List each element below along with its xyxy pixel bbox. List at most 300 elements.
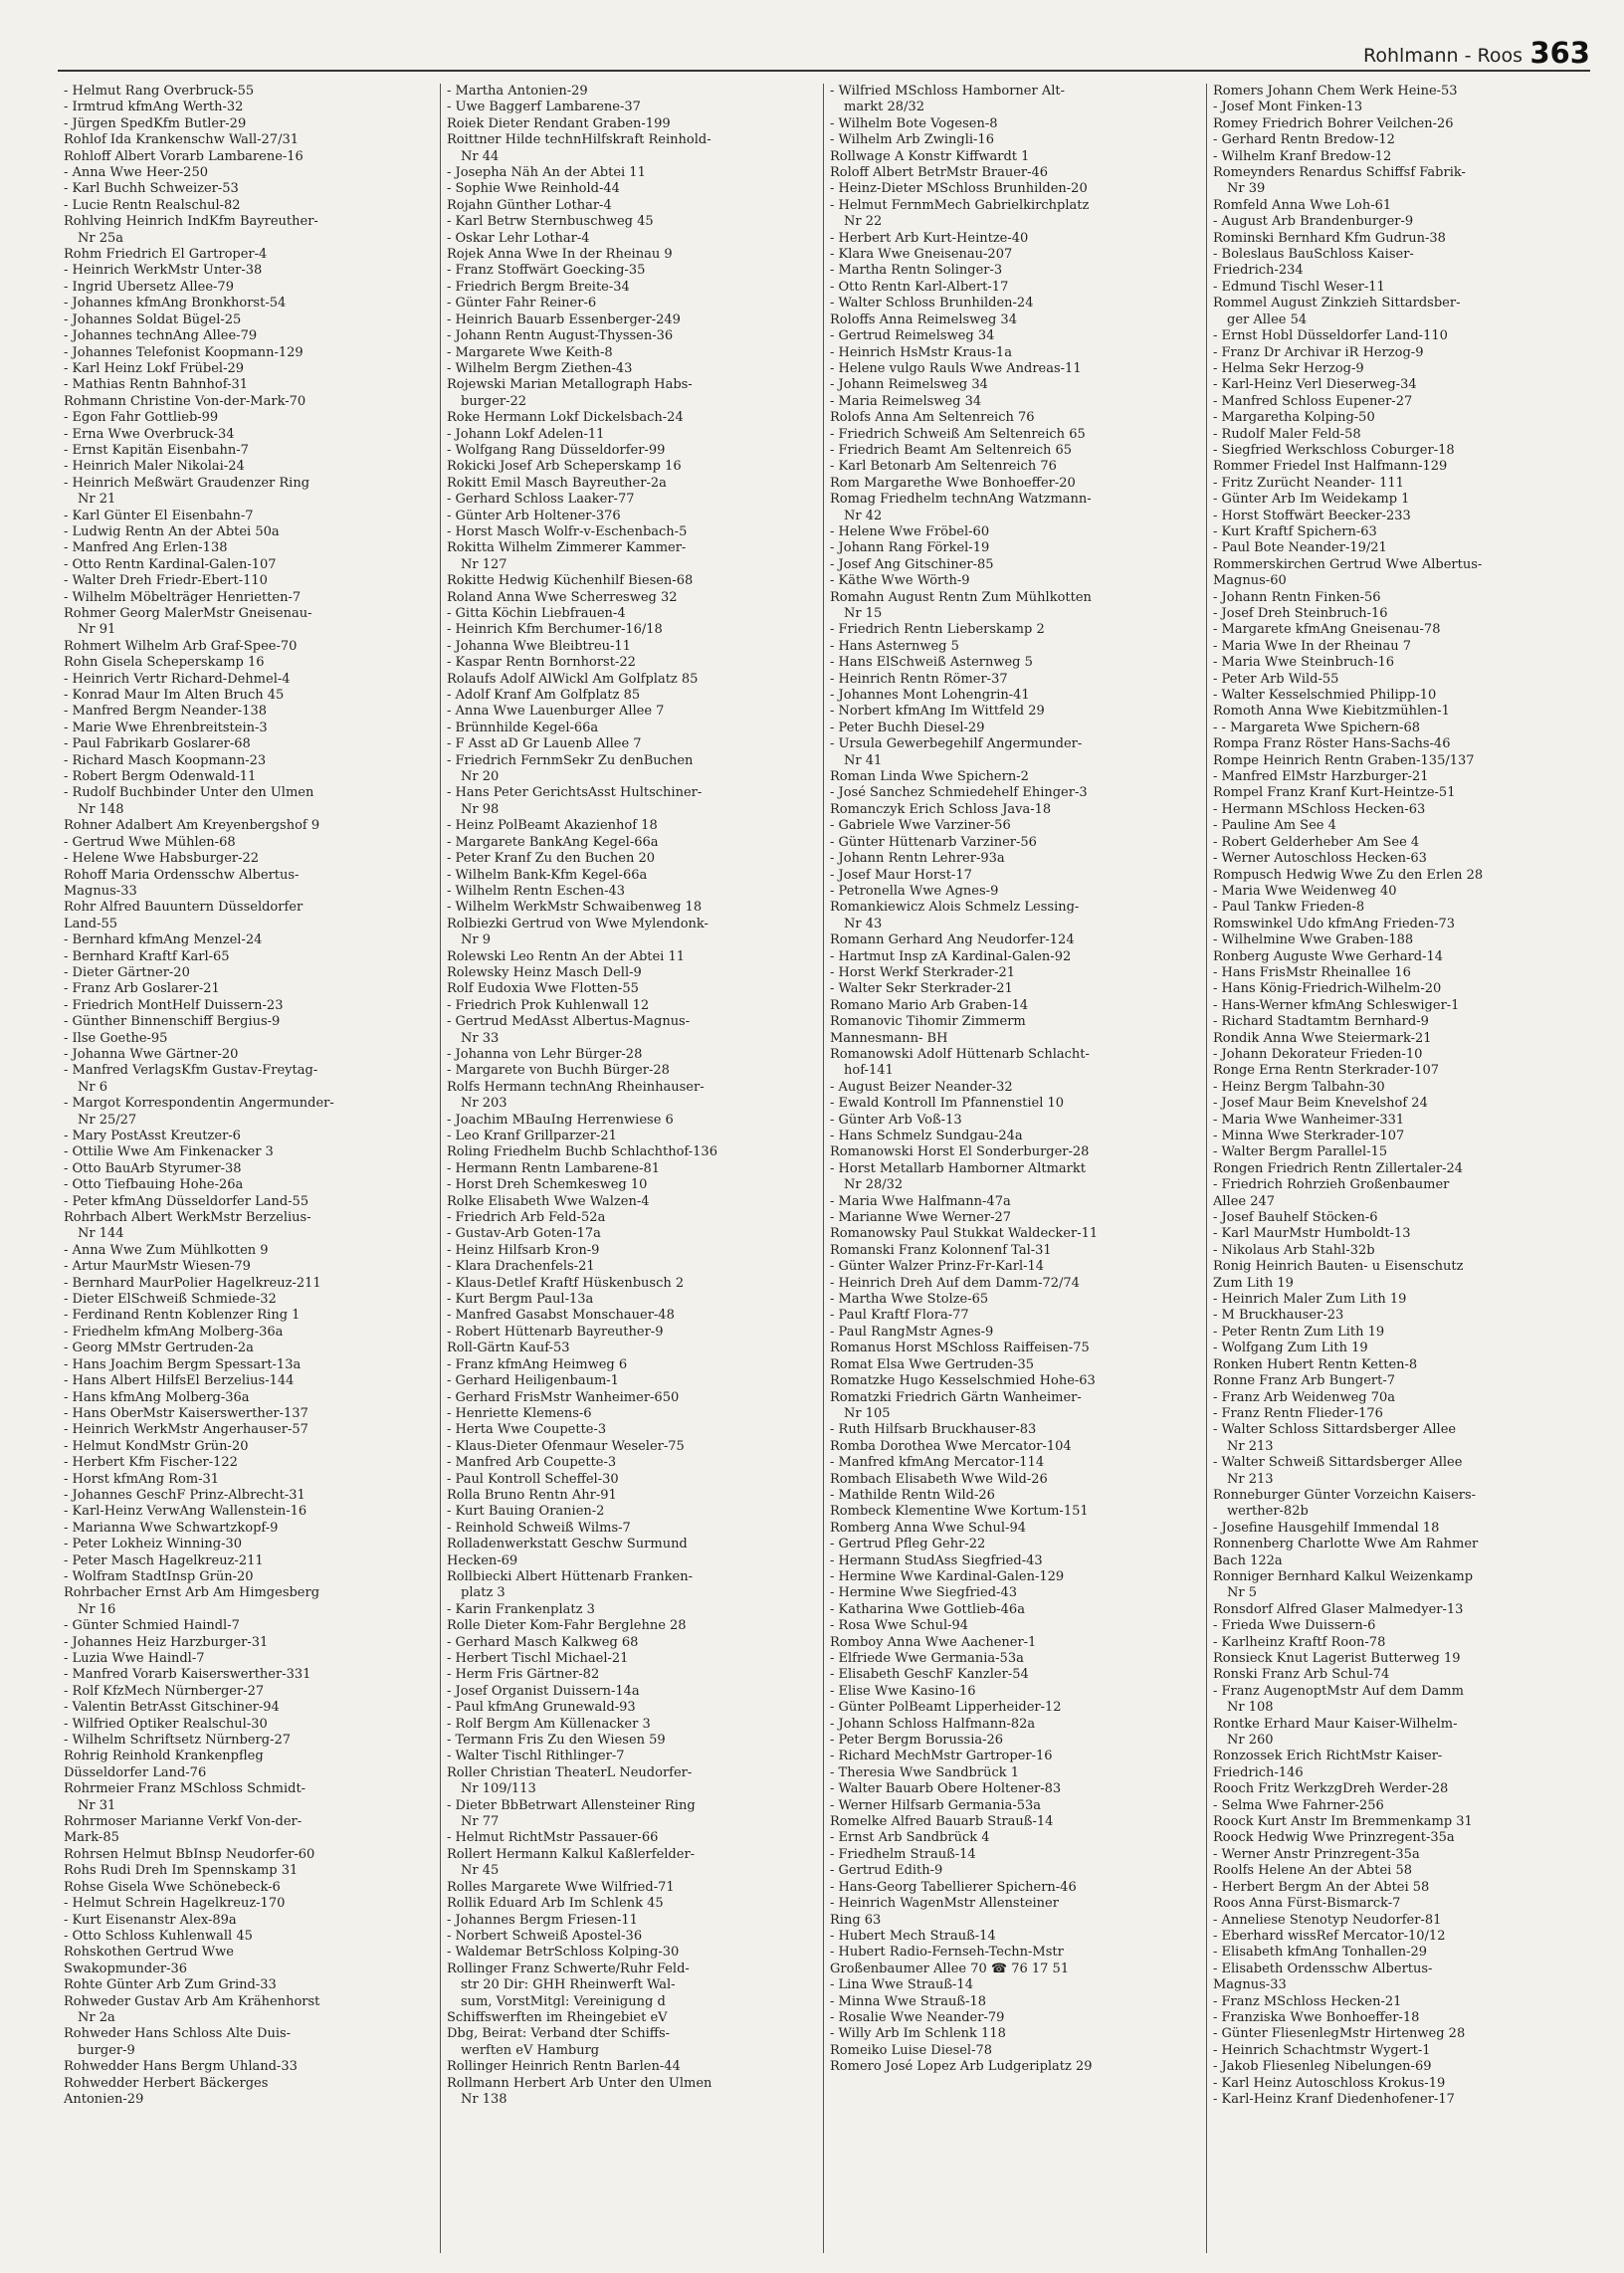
directory-entry: Rohrig Reinhold Krankenpfleg	[64, 1749, 264, 1764]
directory-entry: Rollert Hermann Kalkul Kaßlerfelder-	[447, 1846, 696, 1862]
directory-entry: burger-22	[461, 393, 527, 409]
directory-entry: - Paul Fabrikarb Goslarer-68	[64, 736, 251, 752]
directory-entry: - Elisabeth GeschF Kanzler-54	[830, 1667, 1029, 1683]
directory-entry: - Heinrich WerkMstr Unter-38	[64, 263, 263, 279]
directory-entry: - Gerhard FrisMstr Wanheimer-650	[447, 1389, 680, 1405]
directory-entry: werther-82b	[1227, 1504, 1309, 1520]
directory-entry: - Friedhelm kfmAng Molberg-36a	[64, 1324, 284, 1340]
directory-entry: - Friedrich Beamt Am Seltenreich 65	[830, 442, 1073, 458]
directory-entry: Rominski Bernhard Kfm Gudrun-38	[1213, 230, 1446, 246]
directory-entry: Großenbaumer Allee 70 ☎ 76 17 51	[830, 1961, 1070, 1976]
directory-entry: Roller Christian TheaterL Neudorfer-	[447, 1764, 693, 1780]
directory-entry: - Maria Wwe Steinbruch-16	[1213, 655, 1395, 671]
directory-entry: Ronge Erna Rentn Sterkrader-107	[1213, 1063, 1439, 1079]
directory-entry: - Klaus-Detlef Kraftf Hüskenbusch 2	[447, 1275, 685, 1291]
directory-entry: platz 3	[461, 1585, 506, 1601]
directory-entry: - Frieda Wwe Duissern-6	[1213, 1618, 1376, 1634]
directory-entry: - Franz MSchloss Hecken-21	[1213, 1993, 1402, 2009]
directory-entry: Rommer Friedel Inst Halfmann-129	[1213, 459, 1448, 475]
directory-entry: Romba Dorothea Wwe Mercator-104	[830, 1438, 1072, 1454]
directory-entry: sum, VorstMitgl: Vereinigung d	[461, 1993, 666, 2009]
directory-entry: str 20 Dir: GHH Rheinwerft Wal-	[461, 1977, 676, 1993]
directory-entry: - Franz Arb Weidenweg 70a	[1213, 1389, 1396, 1405]
directory-entry: - Richard Masch Koopmann-23	[64, 752, 267, 768]
directory-entry: Rolles Margarete Wwe Wilfried-71	[447, 1879, 675, 1895]
directory-entry: - Gabriele Wwe Varziner-56	[830, 818, 1011, 834]
directory-entry: Nr 39	[1227, 181, 1266, 197]
directory-entry: - Josef Ang Gitschiner-85	[830, 556, 994, 572]
directory-entry: Rohwedder Herbert Bäckerges	[64, 2075, 269, 2091]
directory-entry: - Kurt Kraftf Spichern-63	[1213, 523, 1377, 539]
directory-entry: Nr 44	[461, 148, 500, 164]
directory-entry: - Marianna Wwe Schwartzkopf-9	[64, 1520, 279, 1536]
directory-entry: Rohrsen Helmut BbInsp Neudorfer-60	[64, 1846, 315, 1862]
directory-entry: - Marie Wwe Ehrenbreitstein-3	[64, 720, 268, 735]
directory-entry: - Karlheinz Kraftf Roon-78	[1213, 1634, 1386, 1650]
directory-entry: - Johann Dekorateur Frieden-10	[1213, 1046, 1423, 1062]
directory-entry: - Ursula Gewerbegehilf Angermunder-	[830, 736, 1083, 752]
directory-entry: - Manfred kfmAng Mercator-114	[830, 1455, 1045, 1471]
directory-entry: Romanowski Adolf Hüttenarb Schlacht-	[830, 1046, 1090, 1062]
directory-entry: Roloff Albert BetrMstr Brauer-46	[830, 165, 1049, 181]
directory-entry: - Josef Maur Horst-17	[830, 867, 972, 883]
directory-entry: Nr 20	[461, 769, 500, 785]
directory-entry: Rollik Eduard Arb Im Schlenk 45	[447, 1896, 664, 1912]
directory-entry: - Josef Dreh Steinbruch-16	[1213, 606, 1388, 621]
directory-entry: - Werner Hilfsarb Germania-53a	[830, 1797, 1042, 1813]
directory-entry: - Hans FrisMstr Rheinallee 16	[1213, 964, 1411, 980]
directory-entry: Mark-85	[64, 1830, 119, 1846]
directory-entry: Romswinkel Udo kfmAng Frieden-73	[1213, 916, 1456, 931]
directory-entry: Rohrbacher Ernst Arb Am Himgesberg	[64, 1585, 320, 1601]
directory-entry: - Karl-Heinz Verl Dieserweg-34	[1213, 377, 1417, 393]
directory-entry: - Hermine Wwe Kardinal-Galen-129	[830, 1568, 1065, 1584]
directory-entry: - Peter Lokheiz Winning-30	[64, 1537, 243, 1552]
directory-entry: - Eberhard wissRef Mercator-10/12	[1213, 1928, 1446, 1944]
directory-entry: - Termann Fris Zu den Wiesen 59	[447, 1733, 666, 1749]
directory-entry: - Johanna Wwe Bleibtreu-11	[447, 638, 631, 654]
directory-entry: Friedrich-234	[1213, 263, 1304, 279]
directory-entry: - Gerhard Rentn Bredow-12	[1213, 132, 1395, 148]
directory-entry: - Ferdinand Rentn Koblenzer Ring 1	[64, 1308, 301, 1324]
directory-entry: - Wilhelm Arb Zwingli-16	[830, 132, 994, 148]
directory-entry: - Hans König-Friedrich-Wilhelm-20	[1213, 981, 1442, 997]
directory-entry: - Petronella Wwe Agnes-9	[830, 883, 999, 899]
directory-entry: Nr 127	[461, 556, 508, 572]
directory-entry: - Johann Lokf Adelen-11	[447, 426, 605, 442]
directory-entry: - - Margareta Wwe Spichern-68	[1213, 720, 1420, 735]
directory-entry: Düsseldorfer Land-76	[64, 1764, 207, 1780]
directory-entry: - Gertrud Reimelsweg 34	[830, 328, 995, 344]
directory-entry: - Ernst Hobl Düsseldorfer Land-110	[1213, 328, 1448, 344]
directory-entry: - Heinz Bergm Talbahn-30	[1213, 1079, 1385, 1095]
directory-entry: Roman Linda Wwe Spichern-2	[830, 769, 1029, 785]
directory-entry: - Anneliese Stenotyp Neudorfer-81	[1213, 1912, 1442, 1928]
directory-entry: - Walter Schloss Sittardsberger Allee	[1213, 1422, 1457, 1438]
directory-entry: Roke Hermann Lokf Dickelsbach-24	[447, 410, 684, 426]
directory-entry: Rolle Dieter Kom-Fahr Berglehne 28	[447, 1618, 687, 1634]
directory-entry: - Leo Kranf Grillparzer-21	[447, 1129, 617, 1143]
directory-entry: - Margarete kfmAng Gneisenau-78	[1213, 622, 1441, 638]
directory-entry: - Brünnhilde Kegel-66a	[447, 720, 599, 735]
directory-entry: - Waldemar BetrSchloss Kolping-30	[447, 1945, 680, 1961]
directory-entry: - Maria Wwe Halfmann-47a	[830, 1193, 1011, 1209]
directory-entry: Rollwage A Konstr Kiffwardt 1	[830, 148, 1030, 164]
directory-entry: Mannesmann- BH	[830, 1030, 948, 1046]
directory-entry: - Heinrich WerkMstr Angerhauser-57	[64, 1422, 308, 1438]
directory-entry: Magnus-60	[1213, 573, 1287, 589]
directory-entry: - Johanna von Lehr Bürger-28	[447, 1046, 643, 1062]
directory-entry: - José Sanchez Schmiedehelf Ehinger-3	[830, 785, 1088, 801]
directory-entry: - Egon Fahr Gottlieb-99	[64, 410, 219, 426]
directory-entry: - Johann Rentn August-Thyssen-36	[447, 328, 674, 344]
directory-entry: - Johann Rentn Lehrer-93a	[830, 851, 1005, 867]
directory-entry: - Hermann StudAss Siegfried-43	[830, 1552, 1043, 1568]
directory-entry: - Lina Wwe Strauß-14	[830, 1977, 973, 1993]
directory-entry: Rojahn Günther Lothar-4	[447, 197, 612, 213]
directory-entry: - Lucie Rentn Realschul-82	[64, 197, 241, 213]
directory-entry: Ronsieck Knut Lagerist Butterweg 19	[1213, 1651, 1461, 1666]
directory-entry: Romfeld Anna Wwe Loh-61	[1213, 197, 1392, 213]
directory-entry: - Helmut KondMstr Grün-20	[64, 1438, 249, 1454]
directory-entry: - Hermine Wwe Siegfried-43	[830, 1585, 1017, 1601]
directory-entry: - Werner Anstr Prinzregent-35a	[1213, 1846, 1420, 1862]
directory-entry: - Theresia Wwe Sandbrück 1	[830, 1764, 1020, 1780]
directory-entry: Rojewski Marian Metallograph Habs-	[447, 377, 693, 393]
directory-entry: Nr 5	[1227, 1585, 1257, 1601]
directory-entry: Rompe Heinrich Rentn Graben-135/137	[1213, 752, 1475, 768]
directory-entry: - Elisabeth Ordensschw Albertus-	[1213, 1961, 1433, 1976]
directory-entry: Allee 247	[1213, 1193, 1276, 1209]
directory-entry: Romann Gerhard Ang Neudorfer-124	[830, 932, 1075, 948]
directory-entry: Rokitte Hedwig Küchenhilf Biesen-68	[447, 573, 694, 589]
directory-entry: - Heinrich Bauarb Essenberger-249	[447, 311, 681, 327]
directory-entry: Nr 144	[78, 1226, 124, 1242]
directory-entry: - Helmut Rang Overbruck-55	[64, 84, 255, 99]
directory-entry: Nr 45	[461, 1863, 500, 1879]
directory-entry: - Margaretha Kolping-50	[1213, 410, 1375, 426]
directory-entry: Rondik Anna Wwe Steiermark-21	[1213, 1030, 1432, 1046]
directory-entry: Roock Kurt Anstr Im Bremmenkamp 31	[1213, 1814, 1473, 1830]
directory-entry: Roock Hedwig Wwe Prinzregent-35a	[1213, 1830, 1455, 1846]
directory-entry: - Erna Wwe Overbruck-34	[64, 426, 235, 442]
directory-entry: Nr 43	[844, 916, 883, 931]
directory-entry: - Paul Bote Neander-19/21	[1213, 540, 1387, 556]
directory-entry: - Friedhelm Strauß-14	[830, 1846, 976, 1862]
directory-entry: - Rolf Bergm Am Küllenacker 3	[447, 1716, 651, 1732]
directory-entry: Rombeck Klementine Wwe Kortum-151	[830, 1504, 1089, 1520]
directory-entry: - Paul RangMstr Agnes-9	[830, 1324, 994, 1340]
directory-entry: - Ludwig Rentn An der Abtei 50a	[64, 523, 280, 539]
directory-entry: - Gustav-Arb Goten-17a	[447, 1226, 601, 1242]
directory-entry: Rohlving Heinrich IndKfm Bayreuther-	[64, 214, 318, 230]
directory-entry: - Friedrich Rentn Lieberskamp 2	[830, 622, 1045, 638]
directory-entry: - Josef Organist Duissern-14a	[447, 1683, 640, 1699]
directory-entry: Rohweder Gustav Arb Am Krähenhorst	[64, 1993, 320, 2009]
directory-entry: - Anna Wwe Zum Mühlkotten 9	[64, 1242, 269, 1258]
directory-entry: - Friedrich Bergm Breite-34	[447, 279, 630, 295]
directory-entry: Ronniger Bernhard Kalkul Weizenkamp	[1213, 1568, 1474, 1584]
directory-entry: - Günter Hüttenarb Varziner-56	[830, 834, 1037, 850]
directory-entry: markt 28/32	[844, 100, 924, 115]
directory-entry: Rolla Bruno Rentn Ahr-91	[447, 1487, 617, 1503]
directory-entry: Romeynders Renardus Schiffsf Fabrik-	[1213, 165, 1466, 181]
directory-entry: - Pauline Am See 4	[1213, 818, 1336, 834]
directory-entry: - Heinrich Maler Nikolai-24	[64, 459, 245, 475]
directory-entry: - Johannes Telefonist Koopmann-129	[64, 344, 304, 360]
directory-entry: - Peter Arb Wild-55	[1213, 671, 1339, 687]
directory-entry: - Walter Tischl Rithlinger-7	[447, 1749, 625, 1764]
directory-entry: - Wilhelm Bote Vogesen-8	[830, 115, 998, 131]
directory-entry: - Elfriede Wwe Germania-53a	[830, 1651, 1024, 1666]
directory-entry: burger-9	[78, 2042, 135, 2058]
directory-entry: - Robert Hüttenarb Bayreuther-9	[447, 1324, 664, 1340]
directory-entry: - Karl Heinz Autoschloss Krokus-19	[1213, 2075, 1446, 2091]
directory-entry: - Hubert Mech Strauß-14	[830, 1928, 996, 1944]
directory-entry: - Hans Albert HilfsEl Berzelius-144	[64, 1373, 295, 1389]
directory-entry: Dbg, Beirat: Verband dter Schiffs-	[447, 2026, 671, 2042]
directory-entry: - Manfred Ang Erlen-138	[64, 540, 228, 556]
directory-entry: - Günter Fahr Reiner-6	[447, 296, 597, 311]
directory-entry: - Otto Rentn Karl-Albert-17	[830, 279, 1009, 295]
directory-entry: Nr 33	[461, 1030, 500, 1046]
directory-entry: - Werner Autoschloss Hecken-63	[1213, 851, 1427, 867]
directory-entry: - Heinrich Maler Zum Lith 19	[1213, 1292, 1407, 1308]
directory-column-4	[1207, 84, 1590, 2253]
directory-entry: - Klaus-Dieter Ofenmaur Weseler-75	[447, 1438, 685, 1454]
directory-entry: - Klara Wwe Gneisenau-207	[830, 247, 1013, 263]
directory-entry: - Wilfried MSchloss Hamborner Alt-	[830, 84, 1065, 99]
directory-entry: Romahn August Rentn Zum Mühlkotten	[830, 589, 1092, 605]
directory-entry: Nr 16	[78, 1601, 116, 1617]
directory-entry: Rohmann Christine Von-der-Mark-70	[64, 393, 306, 409]
directory-entry: - Georg MMstr Gertruden-2a	[64, 1341, 254, 1356]
directory-entry: - Johannes Mont Lohengrin-41	[830, 688, 1030, 704]
directory-entry: - Horst Metallarb Hamborner Altmarkt	[830, 1160, 1086, 1176]
directory-entry: Nr 25a	[78, 230, 124, 246]
directory-entry: - Robert Bergm Odenwald-11	[64, 769, 257, 785]
directory-entry: Romelke Alfred Bauarb Strauß-14	[830, 1814, 1054, 1830]
directory-entry: - Richard Stadtamtm Bernhard-9	[1213, 1014, 1429, 1030]
directory-entry: - Karl-Heinz VerwAng Wallenstein-16	[64, 1504, 307, 1520]
directory-entry: Rommerskirchen Gertrud Wwe Albertus-	[1213, 556, 1483, 572]
directory-entry: Rooch Fritz WerkzgDreh Werder-28	[1213, 1781, 1449, 1797]
directory-entry: - Wilhelm WerkMstr Schwaibenweg 18	[447, 900, 703, 916]
directory-entry: - Franz Arb Goslarer-21	[64, 981, 220, 997]
directory-entry: - Henriette Klemens-6	[447, 1405, 592, 1421]
directory-entry: - Konrad Maur Im Alten Bruch 45	[64, 688, 285, 704]
directory-entry: - Karl Buchh Schweizer-53	[64, 181, 239, 197]
directory-entry: Nr 213	[1227, 1438, 1274, 1454]
directory-entry: Rohte Günter Arb Zum Grind-33	[64, 1977, 277, 1993]
directory-entry: Romanczyk Erich Schloss Java-18	[830, 801, 1052, 817]
directory-entry: - Wilhelm Bergm Ziethen-43	[447, 360, 633, 376]
directory-entry: - Maria Wwe Weidenweg 40	[1213, 883, 1397, 899]
directory-entry: - Günter Walzer Prinz-Fr-Karl-14	[830, 1259, 1045, 1275]
directory-entry: - Herbert Tischl Michael-21	[447, 1651, 629, 1666]
directory-entry: - Nikolaus Arb Stahl-32b	[1213, 1242, 1375, 1258]
directory-entry: Rolke Elisabeth Wwe Walzen-4	[447, 1193, 650, 1209]
directory-entry: Rokitta Wilhelm Zimmerer Kammer-	[447, 540, 687, 556]
directory-entry: - Heinrich HsMstr Kraus-1a	[830, 344, 1012, 360]
directory-entry: - Karl-Heinz Kranf Diedenhofener-17	[1213, 2091, 1455, 2107]
directory-entry: Zum Lith 19	[1213, 1275, 1294, 1291]
directory-entry: - Johanna Wwe Gärtner-20	[64, 1046, 239, 1062]
directory-entry: - August Beizer Neander-32	[830, 1079, 1013, 1095]
directory-entry: - Peter Masch Hagelkreuz-211	[64, 1552, 264, 1568]
directory-entry: - Heinz Hilfsarb Kron-9	[447, 1242, 600, 1258]
directory-entry: Rolf Eudoxia Wwe Flotten-55	[447, 981, 639, 997]
directory-entry: - Otto Rentn Kardinal-Galen-107	[64, 556, 277, 572]
directory-entry: - Gertrud Wwe Mühlen-68	[64, 834, 236, 850]
directory-entry: Magnus-33	[64, 883, 137, 899]
directory-entry: Rom Margarethe Wwe Bonhoeffer-20	[830, 475, 1076, 491]
directory-entry: - Paul kfmAng Grunewald-93	[447, 1700, 636, 1716]
directory-entry: - Kurt Bauing Oranien-2	[447, 1504, 605, 1520]
directory-entry: Ring 63	[830, 1912, 882, 1928]
directory-entry: - Ilse Goethe-95	[64, 1030, 168, 1046]
directory-entry: - Norbert kfmAng Im Wittfeld 29	[830, 704, 1045, 720]
directory-entry: - Helma Sekr Herzog-9	[1213, 360, 1364, 376]
directory-entry: - Franz Dr Archivar iR Herzog-9	[1213, 344, 1424, 360]
directory-entry: - Boleslaus BauSchloss Kaiser-	[1213, 247, 1414, 263]
directory-entry: - Heinrich Dreh Auf dem Damm-72/74	[830, 1275, 1080, 1291]
directory-entry: - Selma Wwe Fahrner-256	[1213, 1797, 1384, 1813]
directory-entry: Rollinger Franz Schwerte/Ruhr Feld-	[447, 1961, 690, 1976]
directory-entry: Romoth Anna Wwe Kiebitzmühlen-1	[1213, 704, 1450, 720]
directory-entry: Rolfs Hermann technAng Rheinhauser-	[447, 1079, 705, 1095]
directory-entry: - Heinrich Kfm Berchumer-16/18	[447, 622, 663, 638]
directory-entry: - Edmund Tischl Weser-11	[1213, 279, 1385, 295]
directory-entry: - Josepha Näh An der Abtei 11	[447, 165, 646, 181]
directory-entry: Romano Mario Arb Graben-14	[830, 997, 1029, 1013]
directory-entry: Roittner Hilde technHilfskraft Reinhold-	[447, 132, 711, 148]
directory-entry: - Wilhelm Schriftsetz Nürnberg-27	[64, 1733, 292, 1749]
directory-entry: - Martha Wwe Stolze-65	[830, 1292, 989, 1308]
directory-entry: Romanus Horst MSchloss Raiffeisen-75	[830, 1341, 1090, 1356]
directory-entry: - Hermann Rentn Lambarene-81	[447, 1160, 660, 1176]
directory-entry: - Margarete BankAng Kegel-66a	[447, 834, 659, 850]
directory-entry: - Uwe Baggerf Lambarene-37	[447, 100, 641, 115]
directory-entry: - Wolfgang Zum Lith 19	[1213, 1341, 1368, 1356]
directory-entry: - Walter Bauarb Obere Holtener-83	[830, 1781, 1062, 1797]
directory-entry: Nr 260	[1227, 1733, 1274, 1749]
directory-entry: - Günter Arb Im Weidekamp 1	[1213, 492, 1410, 508]
directory-entry: - Helene Wwe Habsburger-22	[64, 851, 260, 867]
directory-entry: - Rudolf Maler Feld-58	[1213, 426, 1361, 442]
directory-entry: - Kurt Eisenanstr Alex-89a	[64, 1912, 237, 1928]
directory-entry: - Jürgen SpedKfm Butler-29	[64, 115, 247, 131]
directory-entry: Ronne Franz Arb Bungert-7	[1213, 1373, 1395, 1389]
directory-entry: Ronzossek Erich RichtMstr Kaiser-	[1213, 1749, 1443, 1764]
directory-entry: - Katharina Wwe Gottlieb-46a	[830, 1601, 1025, 1617]
directory-entry: - Walter Schloss Brunhilden-24	[830, 296, 1034, 311]
directory-entry: - Günther Binnenschiff Bergius-9	[64, 1014, 281, 1030]
directory-entry: Friedrich-146	[1213, 1764, 1304, 1780]
directory-entry: - Walter Sekr Sterkrader-21	[830, 981, 1013, 997]
directory-entry: - Franz kfmAng Heimweg 6	[447, 1356, 628, 1372]
directory-entry: Nr 203	[461, 1096, 508, 1112]
directory-entry: - Rosalie Wwe Neander-79	[830, 2009, 1005, 2025]
directory-entry: - Gerhard Heiligenbaum-1	[447, 1373, 619, 1389]
directory-entry: Romatzki Friedrich Gärtn Wanheimer-	[830, 1389, 1082, 1405]
directory-entry: - Heinrich Schachtmstr Wygert-1	[1213, 2042, 1431, 2058]
directory-entry: Romanowski Horst El Sonderburger-28	[830, 1144, 1090, 1160]
directory-entry: - Hans ElSchweiß Asternweg 5	[830, 655, 1033, 671]
directory-entry: Rollmann Herbert Arb Unter den Ulmen	[447, 2075, 712, 2091]
directory-entry: Rolewsky Heinz Masch Dell-9	[447, 964, 642, 980]
directory-entry: Rohwedder Hans Bergm Uhland-33	[64, 2059, 298, 2075]
directory-entry: - Minna Wwe Sterkrader-107	[1213, 1129, 1405, 1143]
directory-entry: Roos Anna Fürst-Bismarck-7	[1213, 1896, 1401, 1912]
directory-entry: - Willy Arb Im Schlenk 118	[830, 2026, 1006, 2042]
directory-entry: - Heinrich Vertr Richard-Dehmel-4	[64, 671, 291, 687]
directory-entry: - Hans OberMstr Kaiserswerther-137	[64, 1405, 308, 1421]
directory-entry: - Hans Joachim Bergm Spessart-13a	[64, 1356, 302, 1372]
directory-entry: - Mathilde Rentn Wild-26	[830, 1487, 995, 1503]
directory-entry: - Irmtrud kfmAng Werth-32	[64, 100, 244, 115]
directory-entry: - Wilhelm Bank-Kfm Kegel-66a	[447, 867, 648, 883]
directory-entry: - Wilhelm Kranf Bredow-12	[1213, 148, 1392, 164]
directory-entry: - Mathias Rentn Bahnhof-31	[64, 377, 249, 393]
directory-entry: Nr 109/113	[461, 1781, 536, 1797]
directory-entry: - Herta Wwe Coupette-3	[447, 1422, 607, 1438]
directory-column-1	[58, 84, 441, 2253]
directory-entry: - Paul Kraftf Flora-77	[830, 1308, 969, 1324]
directory-entry: - Maria Reimelsweg 34	[830, 393, 982, 409]
directory-entry: Roolfs Helene An der Abtei 58	[1213, 1863, 1413, 1879]
directory-entry: - Reinhold Schweiß Wilms-7	[447, 1520, 631, 1536]
directory-entry: Rohm Friedrich El Gartroper-4	[64, 247, 268, 263]
directory-entry: - Helene vulgo Rauls Wwe Andreas-11	[830, 360, 1082, 376]
directory-entry: - Franz Rentn Flieder-176	[1213, 1405, 1383, 1421]
directory-entry: Romey Friedrich Bohrer Veilchen-26	[1213, 115, 1454, 131]
directory-entry: - Friedrich MontHelf Duissern-23	[64, 997, 284, 1013]
directory-entry: - Ernst Arb Sandbrück 4	[830, 1830, 990, 1846]
directory-entry: - Horst Stoffwärt Beecker-233	[1213, 508, 1411, 523]
directory-entry: Rohoff Maria Ordensschw Albertus-	[64, 867, 300, 883]
directory-entry: - Karl Heinz Lokf Frübel-29	[64, 360, 245, 376]
directory-entry: - Peter kfmAng Düsseldorfer Land-55	[64, 1193, 309, 1209]
directory-entry: Nr 21	[78, 492, 116, 508]
directory-entry: - Dieter Gärtner-20	[64, 964, 190, 980]
directory-entry: Nr 108	[1227, 1700, 1274, 1716]
directory-entry: Nr 138	[461, 2091, 508, 2107]
directory-entry: - Gertrud Edith-9	[830, 1863, 943, 1879]
directory-entry: Romat Elsa Wwe Gertruden-35	[830, 1356, 1034, 1372]
directory-entry: Nr 148	[78, 801, 124, 817]
directory-entry: - Richard MechMstr Gartroper-16	[830, 1749, 1053, 1764]
directory-entry: - Johannes Heiz Harzburger-31	[64, 1634, 269, 1650]
directory-entry: Swakopmunder-36	[64, 1961, 188, 1976]
directory-entry: Rohmer Georg MalerMstr Gneisenau-	[64, 606, 312, 621]
directory-entry: Romeiko Luise Diesel-78	[830, 2042, 993, 2058]
directory-entry: Rohmert Wilhelm Arb Graf-Spee-70	[64, 638, 298, 654]
directory-entry: - Rudolf Buchbinder Unter den Ulmen	[64, 785, 314, 801]
directory-entry: - Hans-Werner kfmAng Schleswiger-1	[1213, 997, 1460, 1013]
directory-entry: - Josef Maur Beim Knevelshof 24	[1213, 1096, 1428, 1112]
directory-entry: Nr 41	[844, 752, 883, 768]
directory-entry: Antonien-29	[64, 2091, 144, 2107]
directory-entry: - Peter Buchh Diesel-29	[830, 720, 985, 735]
directory-entry: - Heinz-Dieter MSchloss Brunhilden-20	[830, 181, 1088, 197]
directory-entry: Nr 98	[461, 801, 500, 817]
directory-entry: - Wilhelm Möbelträger Henrietten-7	[64, 589, 302, 605]
directory-entry: - Friedrich Rohrzieh Großenbaumer	[1213, 1177, 1450, 1193]
directory-entry: - Karl Betonarb Am Seltenreich 76	[830, 459, 1057, 475]
directory-entry: Rolaufs Adolf AlWickl Am Golfplatz 85	[447, 671, 699, 687]
directory-entry: Romboy Anna Wwe Aachener-1	[830, 1634, 1037, 1650]
